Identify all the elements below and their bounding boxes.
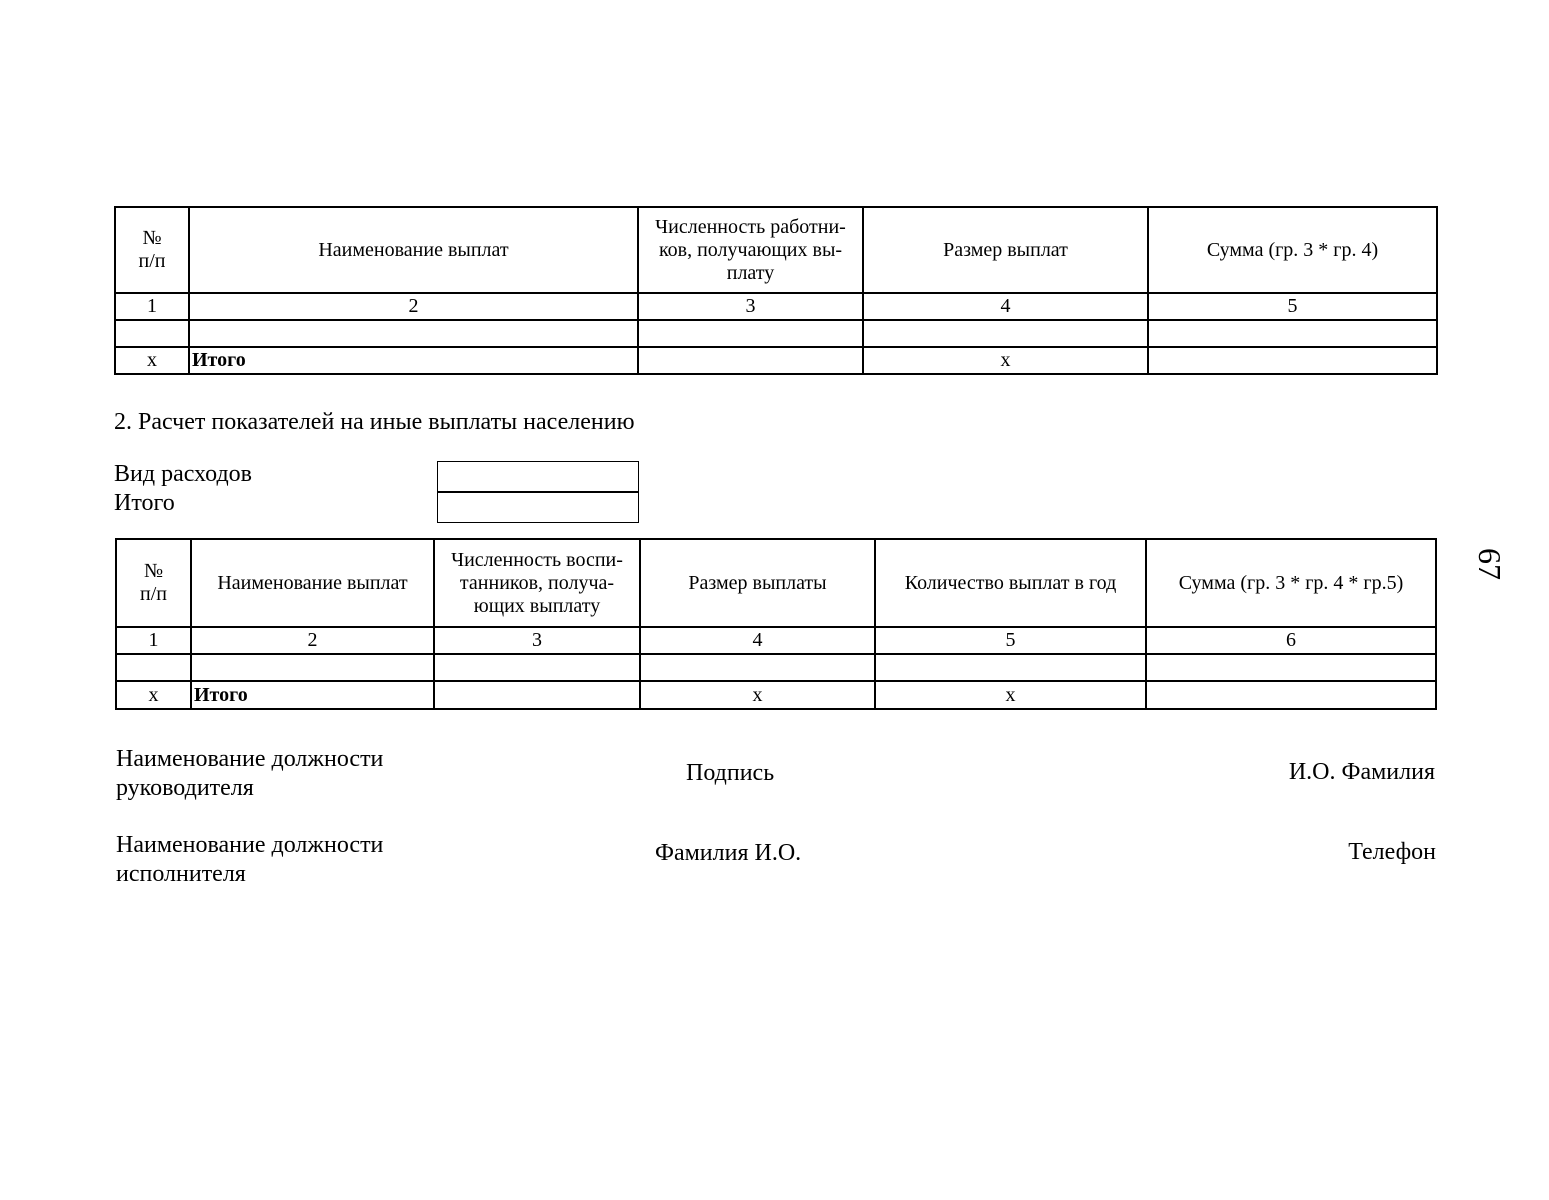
expense-kind-box [437,461,639,493]
header-payments-per-year: Количество выплат в год [875,539,1146,627]
page-number: 67 [1472,548,1508,580]
column-number: 1 [115,293,189,320]
header-number: № п/п [115,207,189,293]
empty-cell [1146,654,1436,681]
empty-cell [1148,347,1437,374]
head-position: Наименование должности руководителя [116,746,384,801]
total-box [437,491,639,523]
other-payments-table [115,538,1437,710]
total-label: Итого [191,681,434,709]
head-name: И.О. Фамилия [1288,759,1435,785]
empty-cell [115,320,189,347]
section-title: 2. Расчет показателей на иные выплаты населению [114,409,635,435]
column-number: 6 [1146,627,1436,654]
total-marker: x [863,347,1148,374]
column-number: 5 [1148,293,1437,320]
column-number-row [116,627,1436,654]
column-number: 1 [116,627,191,654]
column-number: 4 [863,293,1148,320]
empty-cell [189,320,638,347]
header-sum: Сумма (гр. 3 * гр. 4 * гр.5) [1146,539,1436,627]
expense-kind-label: Вид расходов [114,461,252,487]
column-number: 3 [434,627,640,654]
empty-cell [638,347,863,374]
column-number: 4 [640,627,875,654]
empty-cell [191,654,434,681]
empty-cell [116,654,191,681]
header-pupil-count: Численность воспи- танников, получа- ющих выплату [434,539,640,627]
total-marker: x [115,347,189,374]
total-label: Итого [189,347,638,374]
total-marker: x [875,681,1146,709]
executor-name: Фамилия И.О. [655,840,802,866]
total-marker: x [116,681,191,709]
phone-label: Телефон [1348,839,1436,865]
table-header-row [116,539,1436,627]
header-sum: Сумма (гр. 3 * гр. 4) [1148,207,1437,293]
header-number: № п/п [116,539,191,627]
empty-cell [875,654,1146,681]
table-row [116,654,1436,681]
column-number: 2 [191,627,434,654]
column-number: 3 [638,293,863,320]
empty-cell [434,681,640,709]
empty-cell [1148,320,1437,347]
signature-label: Подпись [686,760,775,786]
empty-cell [638,320,863,347]
total-row [116,681,1436,709]
header-payment-size: Размер выплаты [640,539,875,627]
header-payment-size: Размер выплат [863,207,1148,293]
column-number: 5 [875,627,1146,654]
column-number-row [115,293,1437,320]
total-label: Итого [114,490,175,516]
empty-cell [863,320,1148,347]
column-number: 2 [189,293,638,320]
table-header-row [115,207,1437,293]
empty-cell [434,654,640,681]
header-payment-name: Наименование выплат [189,207,638,293]
executor-position: Наименование должности исполнителя [116,832,384,887]
total-marker: x [640,681,875,709]
empty-cell [640,654,875,681]
table-row [115,320,1437,347]
header-payment-name: Наименование выплат [191,539,434,627]
empty-cell [1146,681,1436,709]
payments-table [114,206,1438,375]
total-row [115,347,1437,374]
header-employee-count: Численность работни- ков, получающих вы- плату [638,207,863,293]
